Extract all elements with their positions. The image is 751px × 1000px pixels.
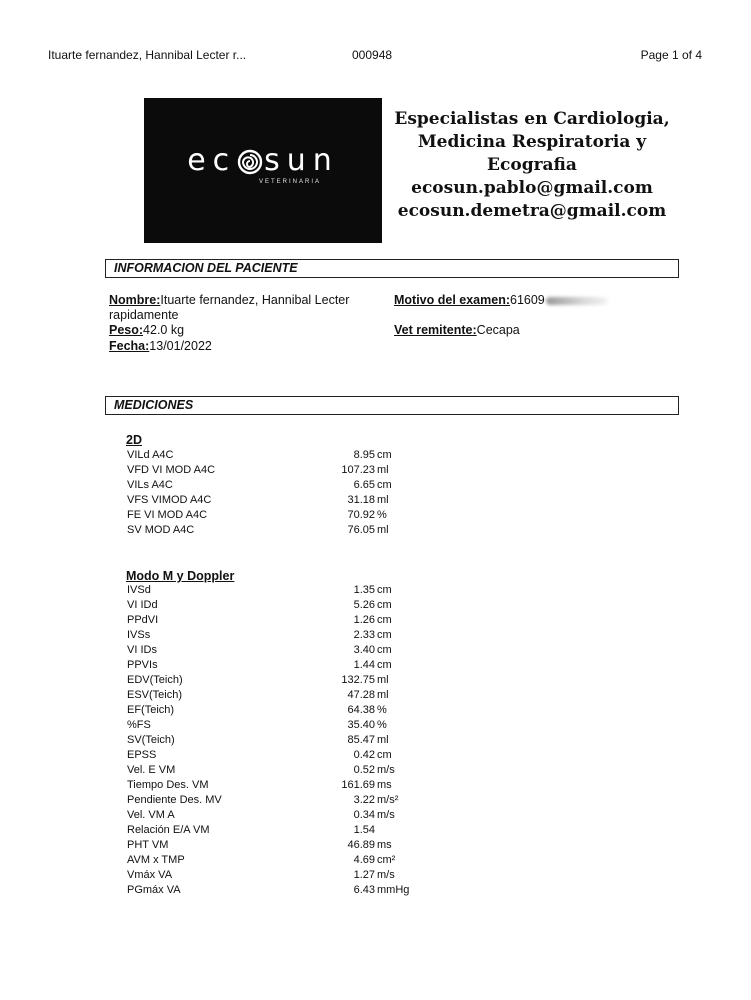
measurement-row [127,718,547,733]
measurement-unit: cm [377,644,392,656]
patient-weight-field [109,323,184,338]
measurement-unit: % [377,719,387,731]
clinic-email: ecosun.pablo@gmail.com [411,178,653,198]
measurement-value: 1.35 [353,584,375,596]
group-title-mmode-doppler: Modo M y Doppler [126,569,235,583]
clinic-email: ecosun.demetra@gmail.com [397,201,667,221]
measurement-row [127,523,547,538]
measurement-value: 70.92 [347,509,375,521]
measurement-unit: ml [377,494,389,506]
measurement-unit: m/s [377,869,395,881]
measurement-value: 0.52 [353,764,375,776]
measurement-label: VFD VI MOD A4C [127,464,216,476]
measurement-unit: ml [377,524,389,536]
measurement-label: Vel. E VM [127,764,176,776]
measurement-unit: ms [377,779,392,791]
measurement-unit: cm [377,614,392,626]
measurement-value: 35.40 [347,719,375,731]
measurement-unit: ms [377,839,392,851]
measurement-row [127,448,547,463]
measurement-unit: m/s² [377,794,399,806]
measurement-value: 31.18 [347,494,375,506]
measurement-label: ESV(Teich) [127,689,183,701]
measurements-table-2d [127,448,547,538]
measurement-value: 4.69 [353,854,375,866]
measurement-label: IVSs [127,629,151,641]
measurement-label: EPSS [127,749,157,761]
measurement-label: PPVIs [127,659,158,671]
patient-info-section-title: INFORMACION DEL PACIENTE [105,259,679,278]
measurement-row [127,883,547,898]
measurement-value: 46.89 [347,839,375,851]
measurement-label: SV(Teich) [127,734,175,746]
patient-name-value: Ituarte fernandez, Hannibal Lecter [160,293,350,307]
measurement-value: 1.44 [353,659,375,671]
measurement-value: 64.38 [347,704,375,716]
referring-vet-field [394,323,520,338]
patient-name-label: Nombre: [109,293,161,307]
measurement-row [127,793,547,808]
measurement-unit: cm [377,449,392,461]
measurement-unit: cm [377,584,392,596]
measurement-row [127,853,547,868]
measurement-label: EDV(Teich) [127,674,183,686]
exam-reason-value: 61609 [510,293,545,307]
measurement-row [127,838,547,853]
measurement-unit: ml [377,734,389,746]
measurement-unit: % [377,704,387,716]
measurement-value: 1.26 [353,614,375,626]
measurement-label: PHT VM [127,839,169,851]
patient-name-value-cont: rapidamente [109,308,179,322]
clinic-line: Medicina Respiratoria y [417,132,647,152]
measurement-label: VFS VIMOD A4C [127,494,212,506]
measurement-unit: % [377,509,387,521]
measurement-row [127,688,547,703]
measurement-value: 0.42 [353,749,375,761]
measurement-label: VILd A4C [127,449,174,461]
exam-date-field [109,339,212,354]
measurements-table-mmode-doppler [127,583,547,898]
measurement-row [127,583,547,598]
logo-wordmark: ec sun [187,143,339,178]
measurement-value: 1.27 [353,869,375,881]
header-patient-name: Ituarte fernandez, Hannibal Lecter r... [48,48,247,62]
exam-reason-field [394,293,608,308]
measurement-value: 76.05 [347,524,375,536]
measurement-row [127,478,547,493]
measurement-row [127,763,547,778]
patient-weight-value: 42.0 kg [143,323,185,337]
measurement-row [127,658,547,673]
measurement-unit: cm [377,659,392,671]
measurement-unit: ml [377,674,389,686]
exam-reason-label: Motivo del examen: [394,293,510,307]
measurement-value: 132.75 [341,674,375,686]
measurement-value: 0.34 [353,809,375,821]
measurement-value: 8.95 [353,449,375,461]
measurement-label: Relación E/A VM [127,824,210,836]
measurement-value: 6.65 [353,479,375,491]
measurement-row [127,598,547,613]
measurement-label: Tiempo Des. VM [127,779,209,791]
clinic-line: Especialistas en Cardiologia, [394,109,670,129]
measurement-value: 107.23 [341,464,375,476]
measurement-unit: ml [377,689,389,701]
measurement-unit: cm [377,629,392,641]
measurement-unit: cm² [377,854,396,866]
measurement-row [127,703,547,718]
measurement-value: 1.54 [353,824,375,836]
exam-date-value: 13/01/2022 [149,339,212,353]
measurement-unit: m/s [377,809,395,821]
measurement-value: 161.69 [341,779,375,791]
measurement-value: 2.33 [353,629,375,641]
referring-vet-label: Vet remitente: [394,323,477,337]
measurement-label: VI IDs [127,644,157,656]
swirl-icon [237,149,263,175]
header-page-number: Page 1 of 4 [640,48,702,62]
measurement-unit: cm [377,599,392,611]
measurement-row [127,733,547,748]
measurement-row [127,613,547,628]
measurement-unit: cm [377,749,392,761]
measurement-row [127,673,547,688]
clinic-line: Ecografia [487,155,577,175]
measurement-row [127,808,547,823]
measurement-row [127,748,547,763]
measurement-label: IVSd [127,584,151,596]
measurement-unit: cm [377,479,392,491]
measurement-label: SV MOD A4C [127,524,195,536]
measurement-label: VILs A4C [127,479,173,491]
exam-date-label: Fecha: [109,339,150,353]
measurement-label: PGmáx VA [127,884,181,896]
measurement-value: 6.43 [353,884,375,896]
measurement-unit: m/s [377,764,395,776]
measurement-label: Pendiente Des. MV [127,794,222,806]
measurement-value: 3.40 [353,644,375,656]
measurement-label: VI IDd [127,599,158,611]
measurement-value: 5.26 [353,599,375,611]
measurement-unit: mmHg [377,884,410,896]
redacted-blur [546,297,608,305]
measurement-value: 3.22 [353,794,375,806]
patient-weight-label: Peso: [109,323,144,337]
ecosun-logo [144,98,382,243]
measurement-label: EF(Teich) [127,704,175,716]
measurement-label: PPdVI [127,614,159,626]
measurement-label: %FS [127,719,151,731]
measurement-row [127,778,547,793]
measurement-value: 85.47 [347,734,375,746]
measurement-row [127,463,547,478]
measurement-row [127,628,547,643]
measurement-row [127,823,547,838]
clinic-details [394,108,670,223]
measurement-value: 47.28 [347,689,375,701]
referring-vet-value: Cecapa [476,323,520,337]
measurement-unit: ml [377,464,389,476]
measurement-row [127,508,547,523]
measurement-label: AVM x TMP [127,854,185,866]
measurement-row [127,493,547,508]
measurement-label: FE VI MOD A4C [127,509,208,521]
measurement-row [127,643,547,658]
logo-subtitle: VETERINARIA [258,179,321,185]
measurements-section-title: MEDICIONES [105,396,679,415]
patient-name-field [109,293,349,323]
measurement-row [127,868,547,883]
measurement-label: Vmáx VA [127,869,173,881]
group-title-2d: 2D [126,433,142,447]
header-document-number: 000948 [352,48,393,62]
measurement-label: Vel. VM A [127,809,175,821]
